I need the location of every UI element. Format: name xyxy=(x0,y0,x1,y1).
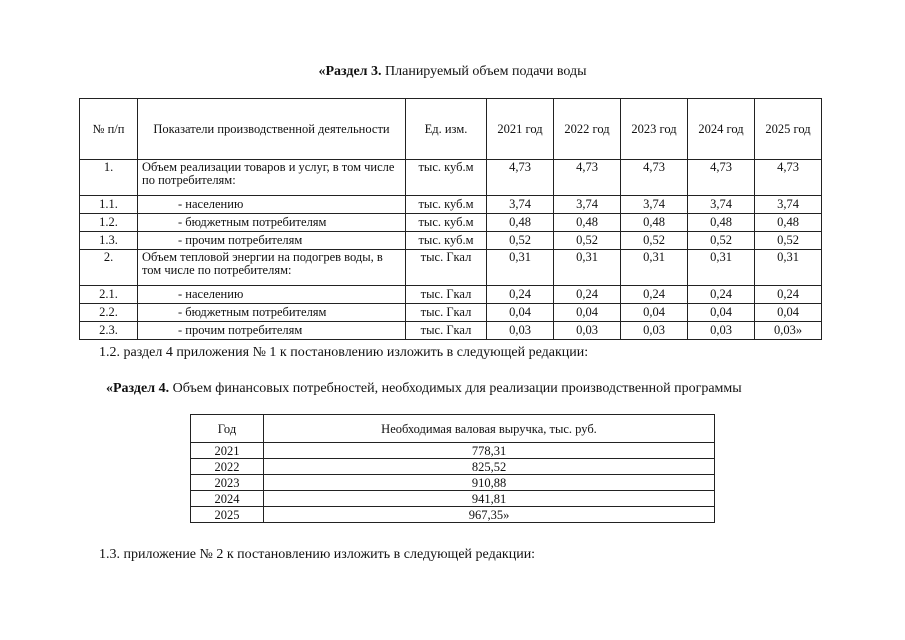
row-year: 2025 xyxy=(191,507,264,523)
header-cell: Показатели производственной деятельности xyxy=(138,99,406,160)
header-cell: № п/п xyxy=(80,99,138,160)
table-row xyxy=(191,491,715,507)
row-value: 941,81 xyxy=(264,491,715,507)
row-unit: тыс. куб.м xyxy=(406,232,487,250)
section-4-title xyxy=(106,381,742,397)
row-value: 3,74 xyxy=(755,196,822,214)
header-cell: Необходимая валовая выручка, тыс. руб. xyxy=(264,415,715,443)
row-year: 2022 xyxy=(191,459,264,475)
row-value: 0,52 xyxy=(487,232,554,250)
row-value: 825,52 xyxy=(264,459,715,475)
row-year: 2021 xyxy=(191,443,264,459)
row-value: 0,24 xyxy=(755,286,822,304)
paragraph-1-3: 1.3. приложение № 2 к постановлению изложить в следующей редакции: xyxy=(99,547,536,562)
row-value: 0,48 xyxy=(554,214,621,232)
row-value: 0,03 xyxy=(487,322,554,340)
row-number: 1.2. xyxy=(80,214,138,232)
row-number: 2.2. xyxy=(80,304,138,322)
row-number: 1.3. xyxy=(80,232,138,250)
row-indicator: Объем тепловой энергии на подогрев воды, в том числе по потребителям: xyxy=(138,250,406,286)
row-value: 0,31 xyxy=(487,250,554,286)
table-row xyxy=(80,286,822,304)
row-unit: тыс. куб.м xyxy=(406,160,487,196)
header-cell: 2025 год xyxy=(755,99,822,160)
row-value: 0,48 xyxy=(621,214,688,232)
row-indicator: - прочим потребителям xyxy=(138,232,406,250)
row-indicator: - бюджетным потребителям xyxy=(138,214,406,232)
row-value: 4,73 xyxy=(755,160,822,196)
row-value: 0,03 xyxy=(554,322,621,340)
row-value: 0,03 xyxy=(621,322,688,340)
section-3-title-bold: «Раздел 3. xyxy=(318,64,382,79)
row-value: 4,73 xyxy=(621,160,688,196)
row-value: 0,03 xyxy=(688,322,755,340)
row-value: 3,74 xyxy=(487,196,554,214)
row-value: 0,48 xyxy=(487,214,554,232)
table-row xyxy=(80,214,822,232)
row-unit: тыс. Гкал xyxy=(406,304,487,322)
row-value: 0,24 xyxy=(621,286,688,304)
row-number: 1.1. xyxy=(80,196,138,214)
header-cell: 2021 год xyxy=(487,99,554,160)
header-cell: 2024 год xyxy=(688,99,755,160)
row-value: 967,35» xyxy=(264,507,715,523)
section-3-title xyxy=(0,64,905,80)
section-4-title-bold: «Раздел 4. xyxy=(106,381,170,396)
water-supply-table xyxy=(79,98,822,340)
header-cell: 2022 год xyxy=(554,99,621,160)
row-value: 0,52 xyxy=(755,232,822,250)
row-value: 0,04 xyxy=(487,304,554,322)
row-indicator: - населению xyxy=(138,196,406,214)
row-value: 0,31 xyxy=(554,250,621,286)
table-row xyxy=(191,459,715,475)
row-value: 3,74 xyxy=(688,196,755,214)
row-value: 0,31 xyxy=(688,250,755,286)
table-row xyxy=(80,322,822,340)
row-number: 2.1. xyxy=(80,286,138,304)
revenue-table xyxy=(190,414,715,523)
row-number: 2. xyxy=(80,250,138,286)
row-value: 0,24 xyxy=(688,286,755,304)
section-4-title-text: Объем финансовых потребностей, необходимых для реализации производственной программы xyxy=(169,381,742,396)
row-unit: тыс. куб.м xyxy=(406,214,487,232)
table-row xyxy=(191,443,715,459)
table-row xyxy=(191,475,715,491)
row-value: 4,73 xyxy=(487,160,554,196)
table-header-row xyxy=(191,415,715,443)
table-row xyxy=(80,232,822,250)
row-value: 4,73 xyxy=(688,160,755,196)
row-value: 0,48 xyxy=(755,214,822,232)
table-header-row xyxy=(80,99,822,160)
row-indicator: - бюджетным потребителям xyxy=(138,304,406,322)
paragraph-1-2: 1.2. раздел 4 приложения № 1 к постановлению изложить в следующей редакции: xyxy=(99,345,589,360)
row-value: 0,04 xyxy=(554,304,621,322)
row-unit: тыс. Гкал xyxy=(406,322,487,340)
header-cell: 2023 год xyxy=(621,99,688,160)
row-value: 0,52 xyxy=(688,232,755,250)
row-unit: тыс. Гкал xyxy=(406,286,487,304)
row-number: 1. xyxy=(80,160,138,196)
table-row xyxy=(80,304,822,322)
section-3-title-text: Планируемый объем подачи воды xyxy=(381,64,587,79)
row-value: 0,03» xyxy=(755,322,822,340)
row-value: 0,52 xyxy=(621,232,688,250)
row-year: 2024 xyxy=(191,491,264,507)
row-value: 778,31 xyxy=(264,443,715,459)
header-cell: Ед. изм. xyxy=(406,99,487,160)
row-value: 910,88 xyxy=(264,475,715,491)
row-value: 4,73 xyxy=(554,160,621,196)
row-value: 0,31 xyxy=(755,250,822,286)
row-value: 0,52 xyxy=(554,232,621,250)
row-value: 0,24 xyxy=(554,286,621,304)
row-value: 0,04 xyxy=(688,304,755,322)
row-value: 0,48 xyxy=(688,214,755,232)
row-value: 0,31 xyxy=(621,250,688,286)
row-year: 2023 xyxy=(191,475,264,491)
row-unit: тыс. Гкал xyxy=(406,250,487,286)
row-indicator: Объем реализации товаров и услуг, в том числе по потребителям: xyxy=(138,160,406,196)
header-cell: Год xyxy=(191,415,264,443)
row-value: 0,04 xyxy=(621,304,688,322)
table-row xyxy=(80,160,822,196)
row-indicator: - прочим потребителям xyxy=(138,322,406,340)
row-value: 0,04 xyxy=(755,304,822,322)
row-value: 3,74 xyxy=(621,196,688,214)
row-indicator: - населению xyxy=(138,286,406,304)
row-value: 3,74 xyxy=(554,196,621,214)
table-row xyxy=(191,507,715,523)
row-number: 2.3. xyxy=(80,322,138,340)
row-value: 0,24 xyxy=(487,286,554,304)
table-row xyxy=(80,196,822,214)
row-unit: тыс. куб.м xyxy=(406,196,487,214)
table-row xyxy=(80,250,822,286)
